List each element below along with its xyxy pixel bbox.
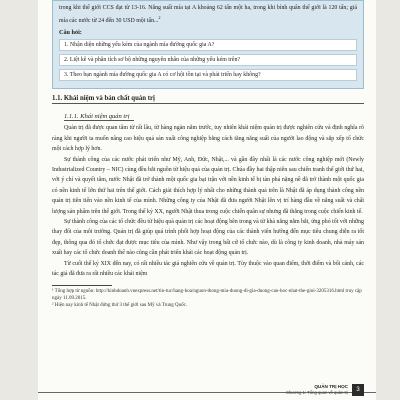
question-2: 2. Liệt kê và phân tích sơ bộ những nguyên nhân của những yếu kém trên? (59, 54, 357, 66)
case-study-text: trong khi thế giới CCS đạt từ 13-16. Năng suất mía tại A khoảng 62 tấn một ha, trong khi bình quân thế giới là 120 tấn; giá mía các nước từ 24 đến 30 USD một tấn...$^2$ (59, 5, 357, 25)
subsection-heading: 1.1.1. Khái niệm quản trị (64, 113, 134, 121)
question-1: 1. Nhận diện những yếu kém của ngành mía đường quốc gia A? (59, 39, 357, 51)
paragraph-1: Quản trị đã được quan tâm từ rất lâu, từ hàng ngàn năm trước, tuy nhiên khái niệm quản trị được nghiên cứu và định nghĩa rõ ràng khi người ta muốn nâng cao hiệu quả sản xuất công nghiệp bằng cách tăng năng suất của người lao động và sắp xếp tổ chức một cách hợp lý hơn. (52, 125, 364, 153)
case-study-box (52, 0, 364, 89)
page-number: 3 (352, 384, 364, 396)
page-content (52, 0, 364, 309)
paragraph-3: Sự thành công của các tổ chức đều từ hiệu quả quản trị các hoạt động bên trong và từ khả năng nắm bắt, ứng phó tốt với những thay đổi của môi trường. Quản trị đã giúp quá trình phối hợp hoạt động của các thành viên hướng đến mục tiêu chung diễn ra tốt đẹp, thông qua đó tổ chức đạt được mục tiêu của mình. Như vậy trong bất cứ tổ chức nào, dù là công ty kinh doanh, nhà máy sản xuất hay các tổ chức doanh thể nào cũng cần phát triển khái các hoạt động quản trị. (52, 219, 364, 257)
section-divider (52, 103, 364, 104)
question-3: 3. Theo bạn ngành mía đường quốc gia A có cơ hội tồn tại và phát triển hay không? (59, 69, 357, 81)
page-footer (38, 386, 376, 400)
footnote-divider (52, 285, 112, 286)
chapter-label: Chương 1: Tổng quan về quản trị (285, 390, 348, 395)
paragraph-2: Sự thành công của các nước phát triển như Mỹ, Anh, Đức, Nhật,... và gần đây nhất là các nước công nghiệp mới (Newly Industrialized Country – NIC) cùng đều bắt nguồn từ hiệu quả của quản trị. Chúa đầy hai thập niên sau chiến tranh thế giới thứ hai, với ý chí và quyết tâm, nước Nhật đã trở thành một quốc gia bại trận với nền kinh tế bị tàn phá nặng nề đã trở thành một quốc gia có nền kinh tế lớn thứ hai trên thế giới. Cách giải thích hợp lý nhất cho những thành quả trên là Nhật đã áp dụng thành công nền quản trị tiên tiến vào nền kinh tế của mình. Những công ty của Nhật đã đưa người Nhật lên vị trí hàng đầu về năng suất và chất lượng sản phẩm trên thế giới. Trong thế kỷ XX, người Nhật thua trong cuộc chiến quân sự nhưng đã thắng trong cuộc chiến kinh tế. (52, 156, 364, 215)
book-page (38, 0, 376, 400)
questions-heading: Câu hỏi: (59, 28, 82, 36)
paragraph-4: Từ cuối thế kỷ XIX đến nay, có rất nhiều tác giả nghiên cứu về quản trị. Tùy thuộc vào quan điểm, thời điểm và bối cảnh, các tác giả đã đưa ra rất nhiều các khái niệm (52, 260, 364, 278)
book-title: QUẢN TRỊ HỌC (314, 384, 348, 389)
section-heading: 1.1. Khái niệm và bản chất quản trị (52, 94, 155, 102)
footnote-2: ² Hiện nay kinh tế Nhật đứng thứ 3 thế giới sau Mỹ và Trung Quốc. (52, 302, 188, 308)
footnote-1: ¹ Tổng hợp từ nguồn: http://kinhdoanh.vnexpress.net/tin-tuc/hang-hoa/nguon-thong-mia-duong-di-gia-duong-cao-hoc-nhat-the-gioi-3205316.html truy cập ngày 11.09.2015. (52, 288, 362, 301)
